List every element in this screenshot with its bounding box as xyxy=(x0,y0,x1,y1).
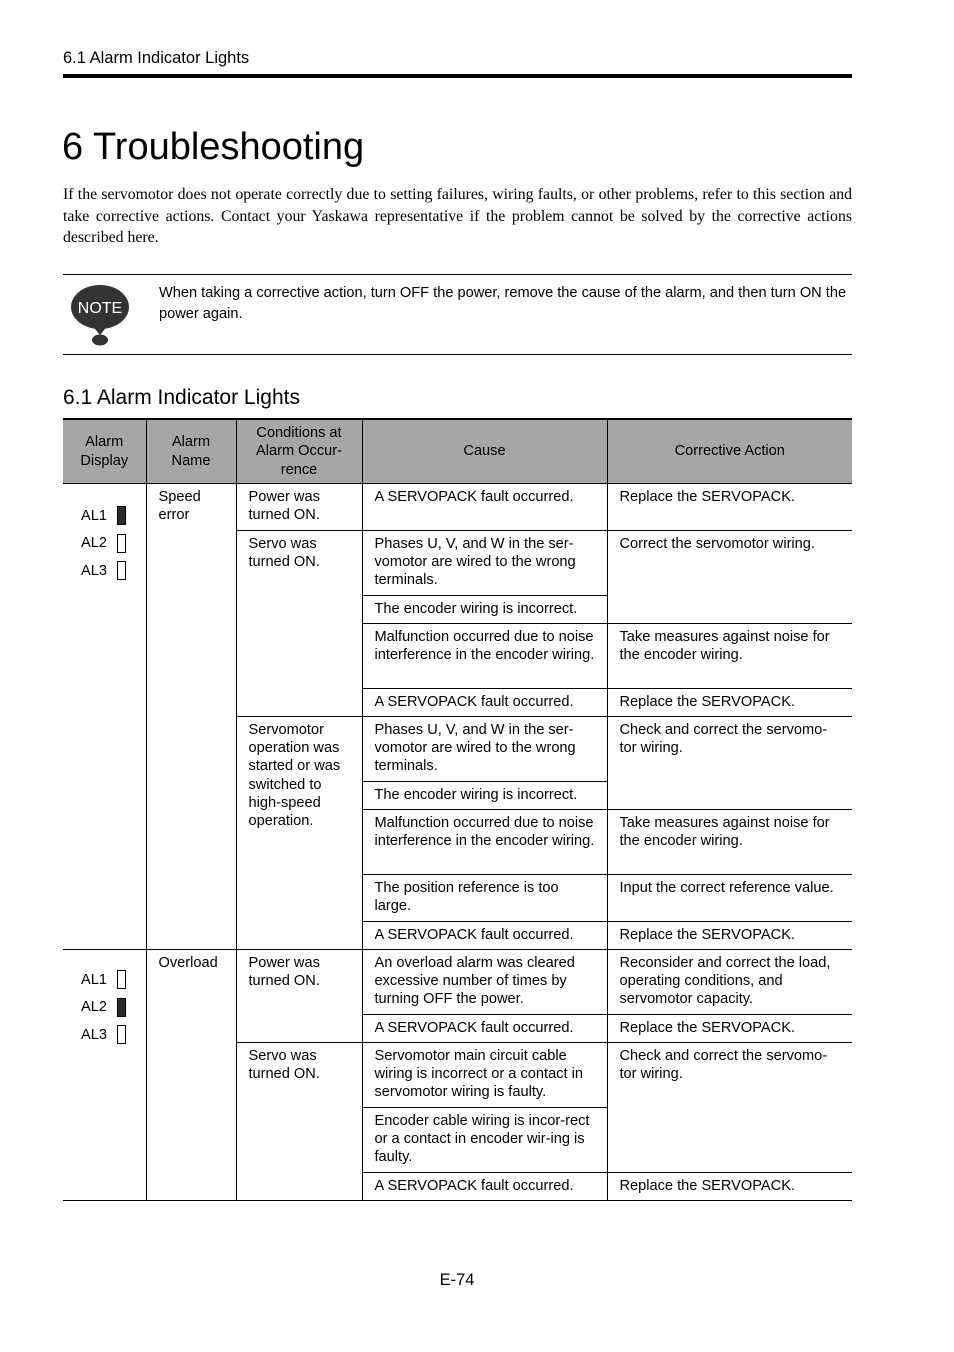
cause-cell: A SERVOPACK fault occurred. xyxy=(362,1173,607,1201)
led-row xyxy=(81,557,146,585)
led-lamp-icon xyxy=(117,998,126,1017)
led-indicator-group xyxy=(63,484,146,585)
led-row xyxy=(81,966,146,994)
action-cell: Replace the SERVOPACK. xyxy=(607,1015,852,1043)
condition-cell: Servo was turned ON. xyxy=(236,1043,362,1201)
led-indicator-group xyxy=(63,950,146,1049)
table-row xyxy=(63,950,852,1015)
cause-cell: A SERVOPACK fault occurred. xyxy=(362,484,607,531)
led-lamp-icon xyxy=(117,534,126,553)
action-cell: Replace the SERVOPACK. xyxy=(607,689,852,717)
table-header-row xyxy=(63,419,852,484)
note-text: When taking a corrective action, turn OFF the power, remove the cause of the alarm, and then turn ON the power again. xyxy=(159,285,847,322)
header-alarm-display: Alarm Display xyxy=(63,419,146,484)
led-lamp-icon xyxy=(117,970,126,989)
running-header: 6.1 Alarm Indicator Lights xyxy=(63,49,250,67)
alarm-display-cell xyxy=(63,950,146,1201)
led-row xyxy=(81,994,146,1022)
action-cell: Check and correct the servomo-tor wiring. xyxy=(607,717,852,810)
cause-cell: The position reference is too large. xyxy=(362,875,607,922)
led-lamp-icon xyxy=(117,1025,126,1044)
action-cell: Replace the SERVOPACK. xyxy=(607,484,852,531)
cause-cell: Malfunction occurred due to noise interference in the encoder wiring. xyxy=(362,810,607,875)
condition-cell: Servomotor operation was started or was switched to high-speed operation. xyxy=(236,717,362,950)
cause-cell: A SERVOPACK fault occurred. xyxy=(362,922,607,950)
action-cell: Reconsider and correct the load, operating conditions, and servomotor capacity. xyxy=(607,950,852,1015)
note-box xyxy=(63,274,852,355)
led-label: AL3 xyxy=(81,1026,107,1043)
note-icon-label: NOTE xyxy=(77,300,123,317)
intro-paragraph: If the servomotor does not operate correctly due to setting failures, wiring faults, or other problems, refer to this section and take corrective actions. Contact your Yaskawa representative if the problem cannot be solved by the corrective actions described here. xyxy=(63,186,852,246)
action-cell: Replace the SERVOPACK. xyxy=(607,922,852,950)
cause-cell: An overload alarm was cleared excessive number of times by turning OFF the power. xyxy=(362,950,607,1015)
header-rule xyxy=(63,74,852,78)
header-alarm-name: Alarm Name xyxy=(146,419,236,484)
page-number: E-74 xyxy=(439,1271,475,1289)
action-cell: Correct the servomotor wiring. xyxy=(607,531,852,624)
alarm-table xyxy=(63,418,852,1201)
alarm-name-cell: Overload xyxy=(146,950,236,1201)
header-conditions: Conditions at Alarm Occur-rence xyxy=(236,419,362,484)
action-cell: Take measures against noise for the encoder wiring. xyxy=(607,810,852,875)
chapter-title: 6 Troubleshooting xyxy=(62,126,365,168)
cause-cell: Phases U, V, and W in the ser-vomotor are wired to the wrong terminals. xyxy=(362,531,607,596)
cause-cell: Servomotor main circuit cable wiring is incorrect or a contact in servomotor wiring is faulty. xyxy=(362,1043,607,1108)
led-lamp-icon xyxy=(117,506,126,525)
condition-cell: Power was turned ON. xyxy=(236,950,362,1043)
cause-cell: Phases U, V, and W in the ser-vomotor are wired to the wrong terminals. xyxy=(362,717,607,782)
led-label: AL2 xyxy=(81,999,107,1016)
header-corrective-action: Corrective Action xyxy=(607,419,852,484)
header-cause: Cause xyxy=(362,419,607,484)
cause-cell: A SERVOPACK fault occurred. xyxy=(362,689,607,717)
cause-cell: The encoder wiring is incorrect. xyxy=(362,596,607,624)
led-label: AL3 xyxy=(81,562,107,579)
led-label: AL1 xyxy=(81,507,107,524)
section-title: 6.1 Alarm Indicator Lights xyxy=(63,386,300,409)
condition-cell: Power was turned ON. xyxy=(236,484,362,531)
alarm-name-cell: Speed error xyxy=(146,484,236,950)
led-row xyxy=(81,502,146,530)
action-cell: Check and correct the servomo-tor wiring. xyxy=(607,1043,852,1173)
note-icon xyxy=(71,284,129,346)
cause-cell: Malfunction occurred due to noise interference in the encoder wiring. xyxy=(362,624,607,689)
cause-cell: Encoder cable wiring is incor-rect or a contact in encoder wir-ing is faulty. xyxy=(362,1108,607,1173)
led-row xyxy=(81,1021,146,1049)
cause-cell: A SERVOPACK fault occurred. xyxy=(362,1015,607,1043)
led-label: AL1 xyxy=(81,971,107,988)
cause-cell: The encoder wiring is incorrect. xyxy=(362,782,607,810)
condition-cell: Servo was turned ON. xyxy=(236,531,362,717)
led-lamp-icon xyxy=(117,561,126,580)
action-cell: Replace the SERVOPACK. xyxy=(607,1173,852,1201)
led-label: AL2 xyxy=(81,535,107,552)
alarm-display-cell xyxy=(63,484,146,950)
action-cell: Input the correct reference value. xyxy=(607,875,852,922)
led-row xyxy=(81,530,146,558)
action-cell: Take measures against noise for the encoder wiring. xyxy=(607,624,852,689)
table-row xyxy=(63,484,852,531)
